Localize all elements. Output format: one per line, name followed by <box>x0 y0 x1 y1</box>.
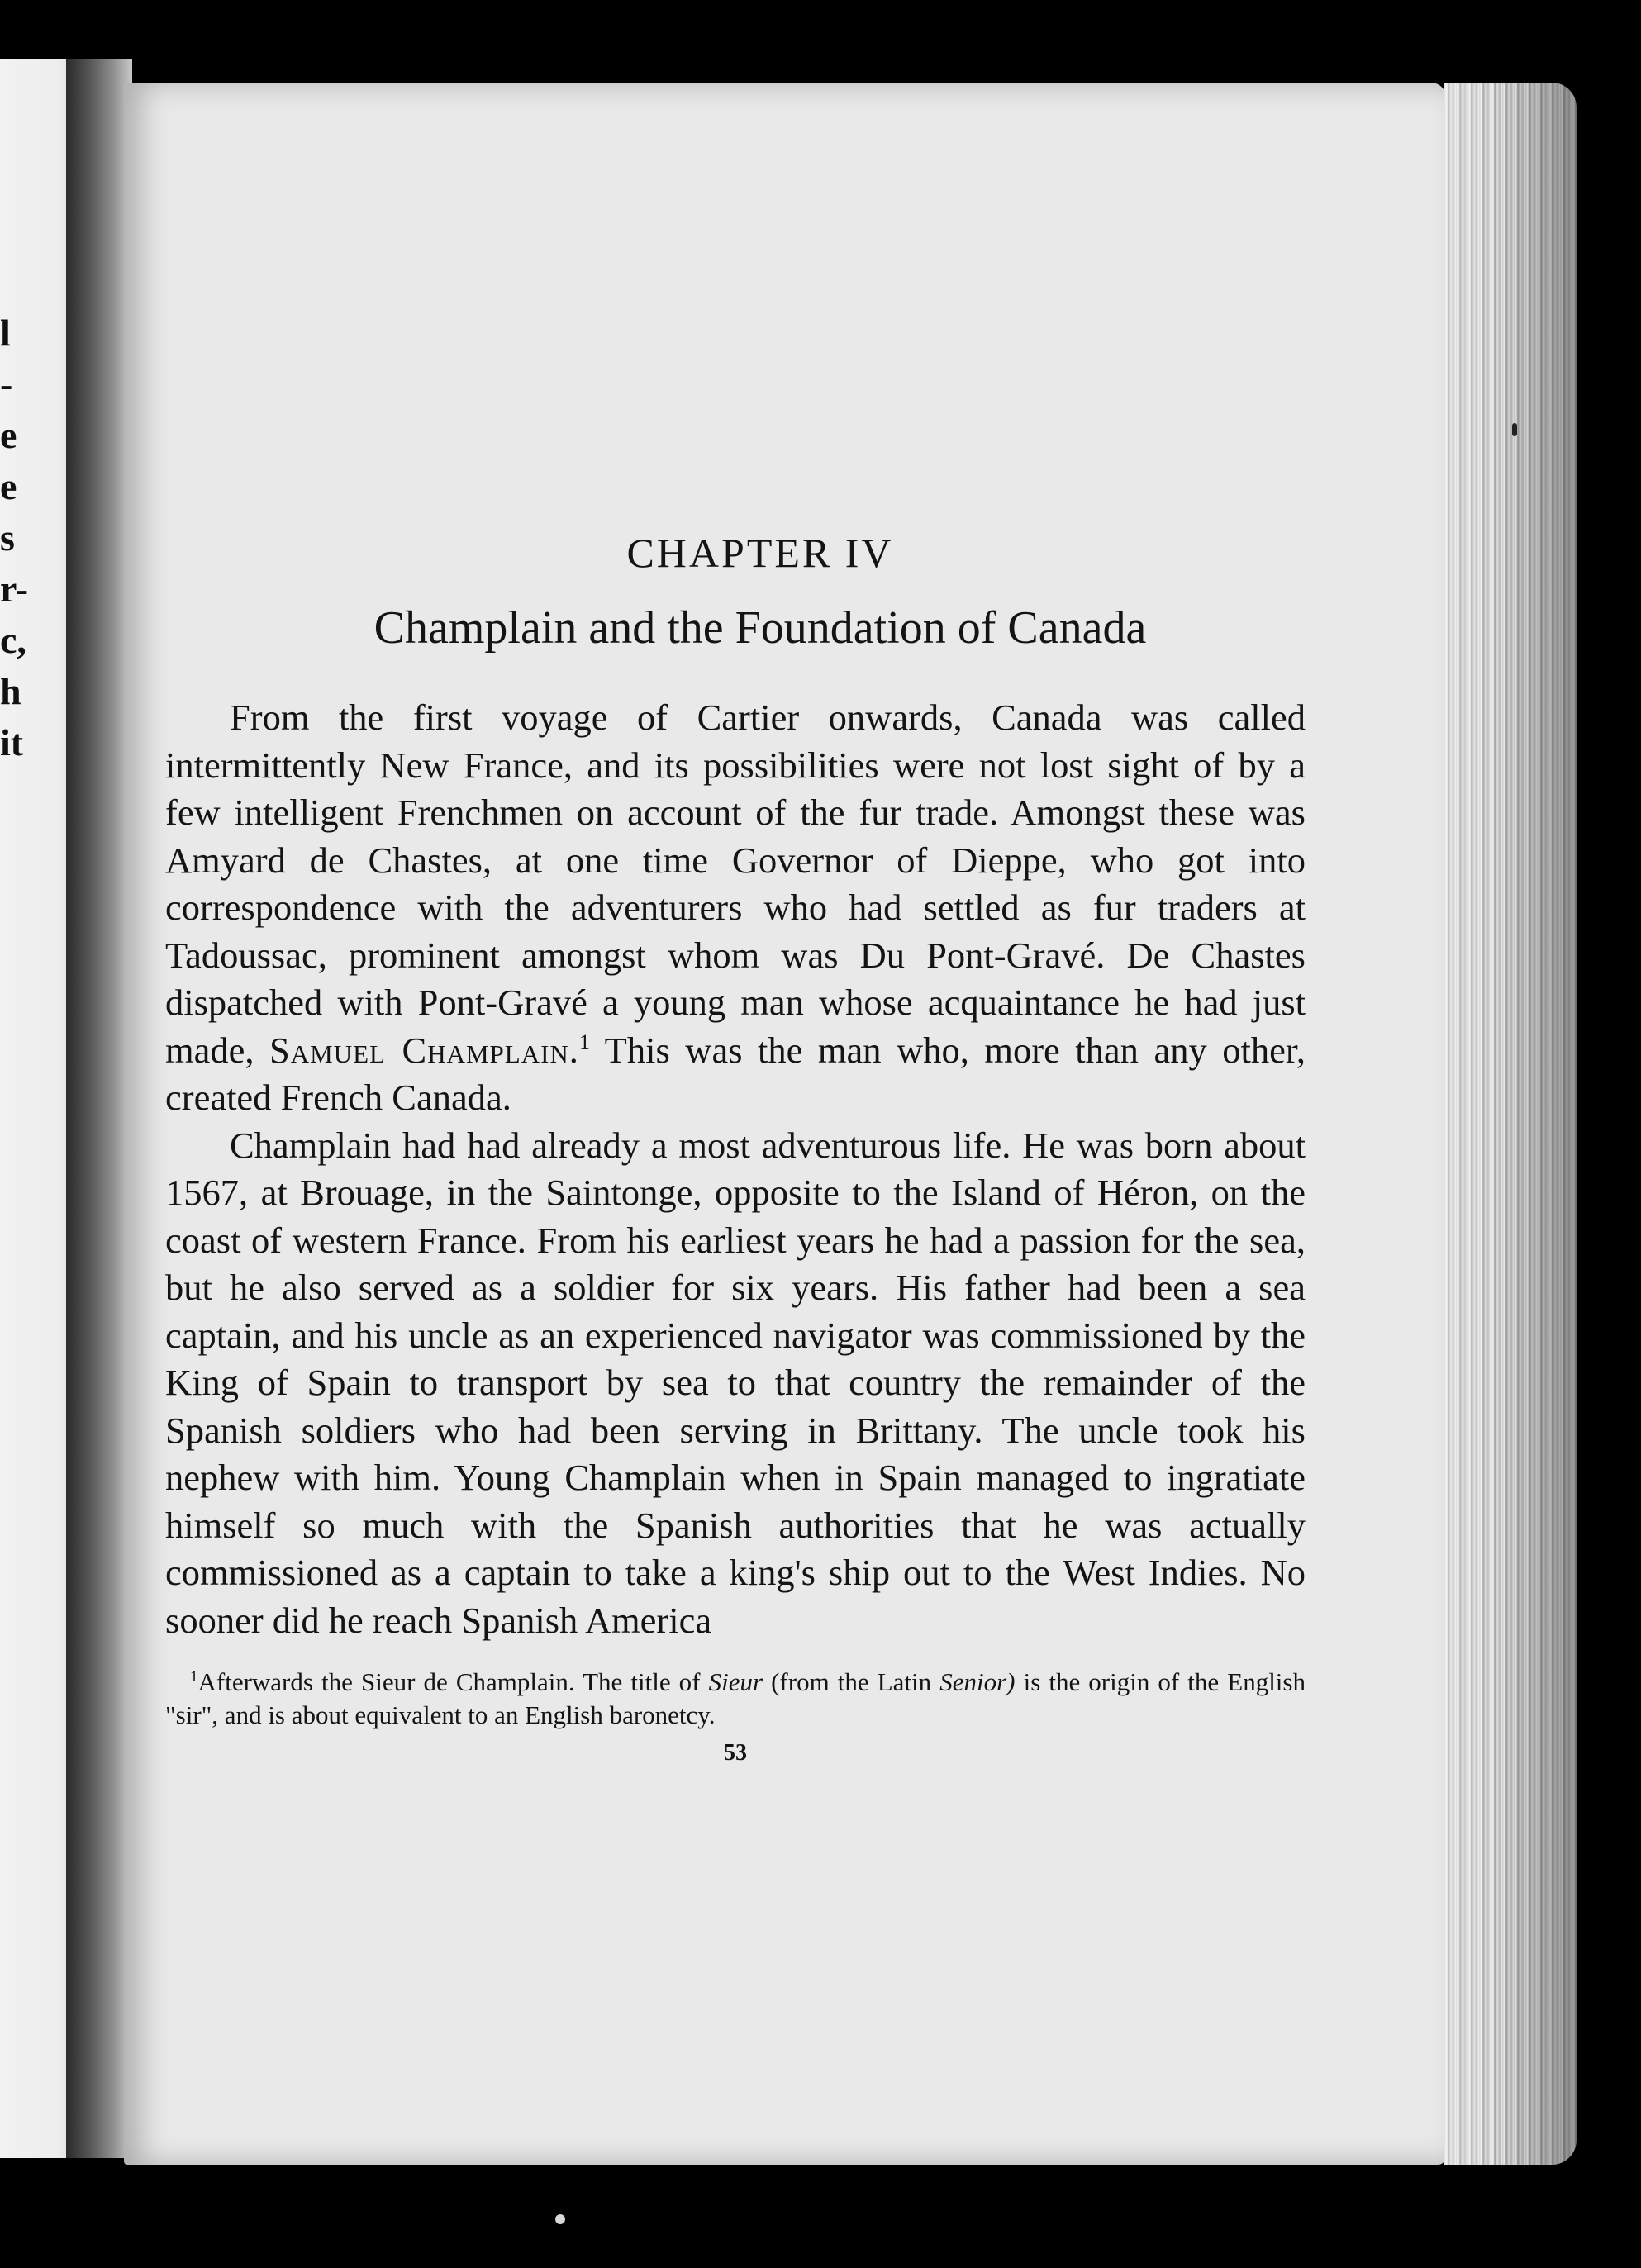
footnote-text: Afterwards the Sieur de Champlain. The title of <box>197 1667 701 1696</box>
book-gutter <box>66 59 132 2158</box>
edge-letter: l <box>0 311 11 354</box>
paragraph-1 <box>165 694 1306 1122</box>
edge-letter: s <box>0 516 15 559</box>
page-block-shade <box>1444 83 1577 2165</box>
edge-letter: r- <box>0 568 29 610</box>
footnote-reference: 1 <box>578 1029 590 1054</box>
footnote-term: Sieur <box>708 1667 763 1696</box>
paragraph-1-text-end: This was the man who, more than any other, created French Canada. <box>165 1029 1306 1118</box>
footnote-term: Senior) <box>939 1667 1016 1696</box>
champlain-name: Samuel Champlain. <box>269 1029 579 1071</box>
paragraph-1-text: From the first voyage of Cartier onwards, Canada was called intermittently New France, and its possibilities were not lost sight of by a few intelligent Frenchmen on account of the fur trade. Amongst these was Amyard de Chastes, at one time Governor of Dieppe, who got into correspondence with the adventurers who had settled as fur traders at Tadoussac, prominent amongst whom was Du Pont-Gravé. De Chastes dispatched with Pont-Gravé a young man whose acquaintance he had just made, <box>165 697 1306 1071</box>
footnote-marker: 1 <box>190 1668 198 1686</box>
edge-letter: h <box>0 670 21 712</box>
edge-letter: c, <box>0 619 26 661</box>
left-page-edge-text <box>0 307 28 768</box>
chapter-label: CHAPTER IV <box>626 530 894 576</box>
footnote <box>165 1666 1306 1732</box>
page-text-block <box>165 529 1306 1766</box>
edge-letter: e <box>0 465 17 507</box>
scan-dot <box>555 2214 565 2224</box>
footnote-text: is the origin of the English "sir", and is about equivalent to an English baronetcy. <box>165 1667 1306 1729</box>
edge-mark <box>1512 423 1517 436</box>
edge-letter: e <box>0 414 17 456</box>
page-number: 53 <box>724 1740 747 1766</box>
footnote-text: (from the Latin <box>771 1667 932 1696</box>
chapter-title: Champlain and the Foundation of Canada <box>373 602 1147 654</box>
edge-letter: - <box>0 363 13 405</box>
edge-letter: it <box>0 721 24 763</box>
paragraph-2: Champlain had had already a most adventurous life. He was born about 1567, at Brouage, in the Saintonge, opposite to the Island of Héron, on the coast of western France. From his earliest years he had a passion for the sea, but he also served as a soldier for six years. His father had been a sea captain, and his uncle as an experienced navigator was commissioned by the King of Spain to transport by sea to that country the remainder of the Spanish soldiers who had been serving in Brittany. The uncle took his nephew with him. Young Champlain when in Spain managed to ingratiate himself so much with the Spanish authorities that he was actually commissioned as a captain to take a king's ship out to the West Indies. No sooner did he reach Spanish America <box>165 1124 1306 1641</box>
